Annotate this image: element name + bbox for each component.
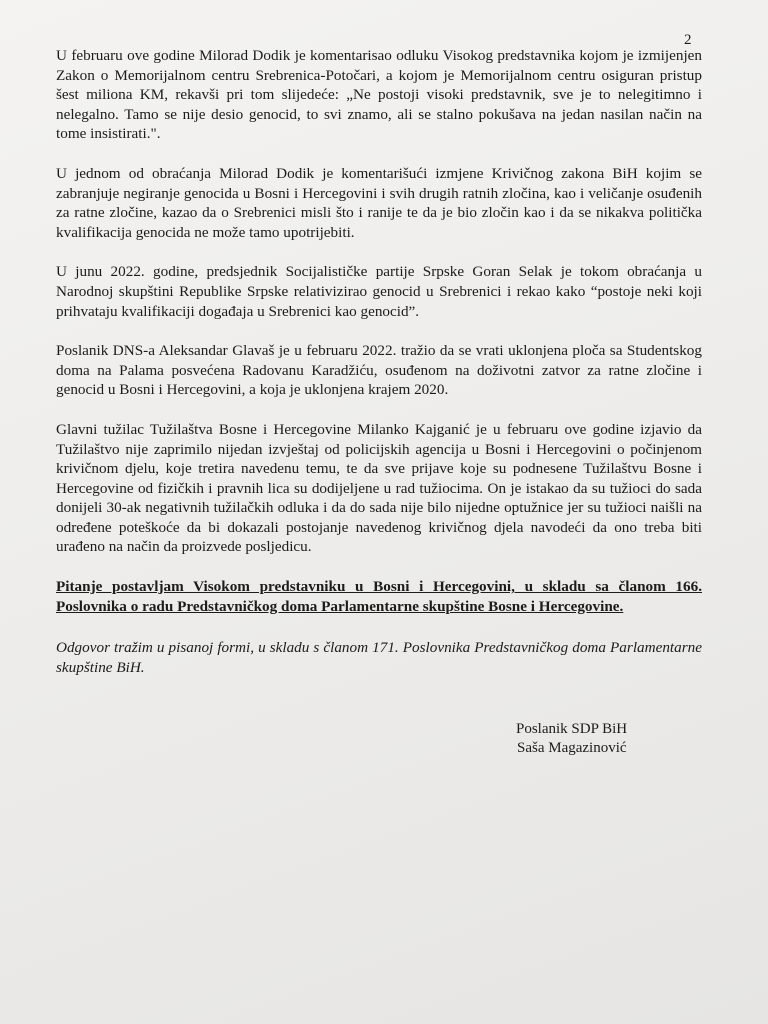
paragraph-kajganic: Glavni tužilac Tužilaštva Bosne i Hercegovine Milanko Kajganić je u februaru ove godine izjavio da Tužilaštvo nije zaprimilo nijedan izvještaj od policijskih agencija u Bosni i Hercegovini o počinjenom krivičnom djelu, koje tretira navedenu temu, te da sve prijave koje su podnesene Tužilaštvu Bosne i Hercegovine od fizičkih i pravnih lica su dodijeljene u rad tužiocima. On je istakao da su tužioci do sada donijeli 30-ak negativnih tužilačkih odluka i da do sada nije bilo nijedne optužnice jer su tužioci naišli na određene poteškoće da bi dokazali postojanje navedenog krivičnog djela navodeći da ono treba biti urađeno na način da proizvede posljedicu. (56, 420, 702, 556)
paragraph-selak: U junu 2022. godine, predsjednik Socijalističke partije Srpske Goran Selak je tokom obraćanja u Narodnoj skupštini Republike Srpske relativizirao genocid u Srebrenici i rekao kako “postoje neki koji prihvataju kvalifikaciji događaja u Srebrenici kao genocid”. (56, 263, 702, 320)
signature-name: Saša Magazinović (517, 740, 627, 756)
signature-title: Poslanik SDP BiH (516, 721, 628, 737)
paragraph-glavas: Poslanik DNS-a Aleksandar Glavaš je u februaru 2022. tražio da se vrati uklonjena ploča sa Studentskog doma na Palama posvećena Radovanu Karadžiću, osuđenom na doživotni zatvor za ratne zločine i genocid u Bosni i Hercegovini, a koja je uklonjena krajem 2020. (56, 342, 702, 399)
paragraph-dodik-criminal-code: U jednom od obraćanja Milorad Dodik je komentarišući izmjene Krivičnog zakona BiH kojim se zabranjuje negiranje genocida u Bosni i Hercegovini i svih drugih ratnih zločina, kao i veličanje osuđenih za ratne zločine, kazao da o Srebrenici misli što i ranije te da je bio zločin kao i da se nikakva politička kvalifikacija genocida ne može tamo upotrijebiti. (56, 164, 702, 241)
paragraph-dodik-memorial-center: U februaru ove godine Milorad Dodik je komentarisao odluku Visokog predstavnika kojom je izmijenjen Zakon o Memorijalnom centru Srebrenica-Potočari, a kojom je Memorijalnom centru osiguran pristup šest miliona KM, rekavši pri tom slijedeće: „Ne postoji visoki predstavnik, sve je to nelegitimno i nelegalno. Tamo se nije desio genocid, to svi znamo, ali se stalno pokušava na jedan nasilan način na tome insistirati.". (56, 47, 702, 143)
answer-request: Odgovor tražim u pisanoj formi, u skladu s članom 171. Poslovnika Predstavničkog doma Parlamentarne skupštine BiH. (56, 639, 702, 676)
document-body (56, 46, 702, 697)
page-number: 2 (684, 32, 692, 48)
question-statement: Pitanje postavljam Visokom predstavniku u Bosni i Hercegovini, u skladu sa članom 166. Poslovnika o radu Predstavničkog doma Parlamentarne skupštine Bosne i Hercegovine. (56, 578, 702, 615)
signature-block (516, 720, 627, 758)
